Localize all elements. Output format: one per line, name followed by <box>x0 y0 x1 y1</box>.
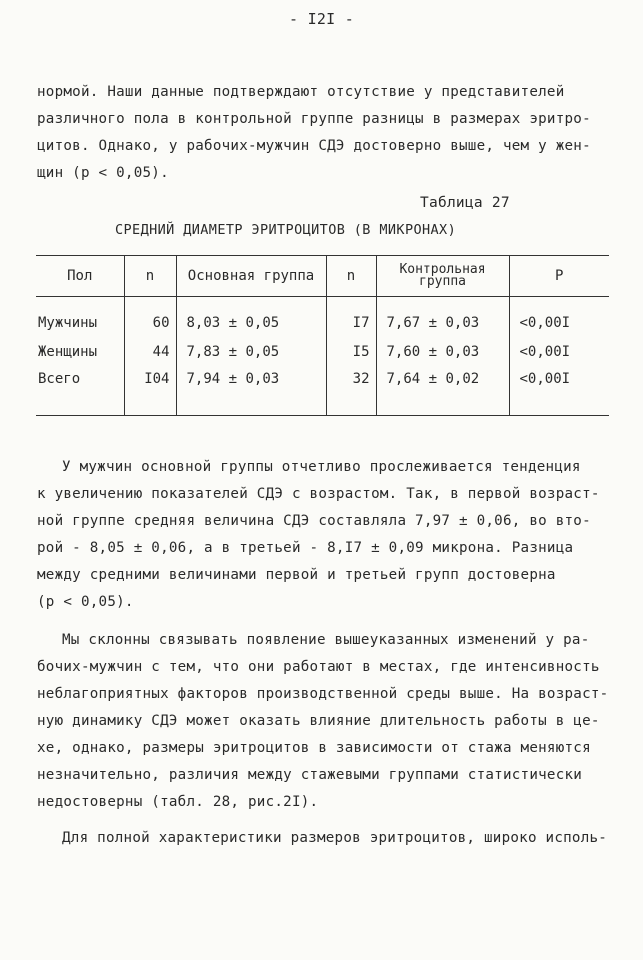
cell-n-main: I04 <box>124 367 176 416</box>
cell-p: <0,00I <box>509 367 609 416</box>
cell-sex: Женщины <box>38 344 98 360</box>
header-control-group <box>376 256 509 297</box>
cell-main-value: 7,94 ± 0,03 <box>176 367 326 416</box>
text-line: щин (p < 0,05). <box>37 165 169 181</box>
table-row <box>36 367 609 416</box>
cell-n-control: I7 <box>326 297 376 338</box>
table-row <box>36 337 609 367</box>
text-line: хе, однако, размеры эритроцитов в зависимости от стажа меняются <box>37 740 591 756</box>
text-line: рой - 8,05 ± 0,06, а в третьей - 8,I7 ± 0,09 микрона. Разница <box>37 540 574 556</box>
cell-main-value: 8,03 ± 0,05 <box>176 297 326 338</box>
header-n-control: n <box>326 256 376 297</box>
header-n-main: n <box>124 256 176 297</box>
text-line: различного пола в контрольной группе разницы в размерах эритро- <box>37 111 591 127</box>
table-header-row <box>36 256 609 297</box>
text-line: (p < 0,05). <box>37 594 134 610</box>
header-control-line-1: Контрольная <box>399 262 486 277</box>
data-table <box>36 255 609 416</box>
cell-control-value: 7,60 ± 0,03 <box>376 337 509 367</box>
text-line: между средними величинами первой и третьей групп достоверна <box>37 567 556 583</box>
header-sex: Пол <box>36 256 124 297</box>
page-number: - I2I - <box>289 10 354 28</box>
header-main-group: Основная группа <box>176 256 326 297</box>
text-line: неблагоприятных факторов производственной среды выше. На возраст- <box>37 686 609 702</box>
table-title: СРЕДНИЙ ДИАМЕТР ЭРИТРОЦИТОВ (В МИКРОНАХ) <box>115 222 457 238</box>
header-control-line-2: группа <box>419 274 466 289</box>
text-line: ной группе средняя величина СДЭ составляла 7,97 ± 0,06, во вто- <box>37 513 591 529</box>
text-line: недостоверны (табл. 28, рис.2I). <box>37 794 319 810</box>
cell-control-value: 7,64 ± 0,02 <box>376 367 509 416</box>
cell-n-control: 32 <box>326 367 376 416</box>
cell-sex: Всего <box>36 367 124 416</box>
text-line: бочих-мужчин с тем, что они работают в местах, где интенсивность <box>37 659 600 675</box>
cell-n-main: 44 <box>124 337 176 367</box>
table-row <box>36 297 609 338</box>
text-line: ную динамику СДЭ может оказать влияние длительность работы в це- <box>37 713 600 729</box>
cell-n-main: 60 <box>124 297 176 338</box>
text-line: Мы склонны связывать появление вышеуказанных изменений у ра- <box>62 632 590 648</box>
table-caption: Таблица 27 <box>420 195 510 211</box>
cell-main-value: 7,83 ± 0,05 <box>176 337 326 367</box>
cell-p: <0,00I <box>509 337 609 367</box>
text-line: У мужчин основной группы отчетливо прослеживается тенденция <box>62 459 581 475</box>
text-line: незначительно, различия между стажевыми группами статистически <box>37 767 583 783</box>
text-line: к увеличению показателей СДЭ с возрастом. Так, в первой возраст- <box>37 486 600 502</box>
header-p: P <box>509 256 609 297</box>
cell-control-value: 7,67 ± 0,03 <box>376 297 509 338</box>
cell-p: <0,00I <box>509 297 609 338</box>
text-line: нормой. Наши данные подтверждают отсутствие у представителей <box>37 84 565 100</box>
text-line: цитов. Однако, у рабочих-мужчин СДЭ достоверно выше, чем у жен- <box>37 138 591 154</box>
cell-n-control: I5 <box>326 337 376 367</box>
cell-sex: Мужчины <box>38 315 98 331</box>
paragraph-4: Для полной характеристики размеров эритроцитов, широко исполь- <box>62 830 608 846</box>
